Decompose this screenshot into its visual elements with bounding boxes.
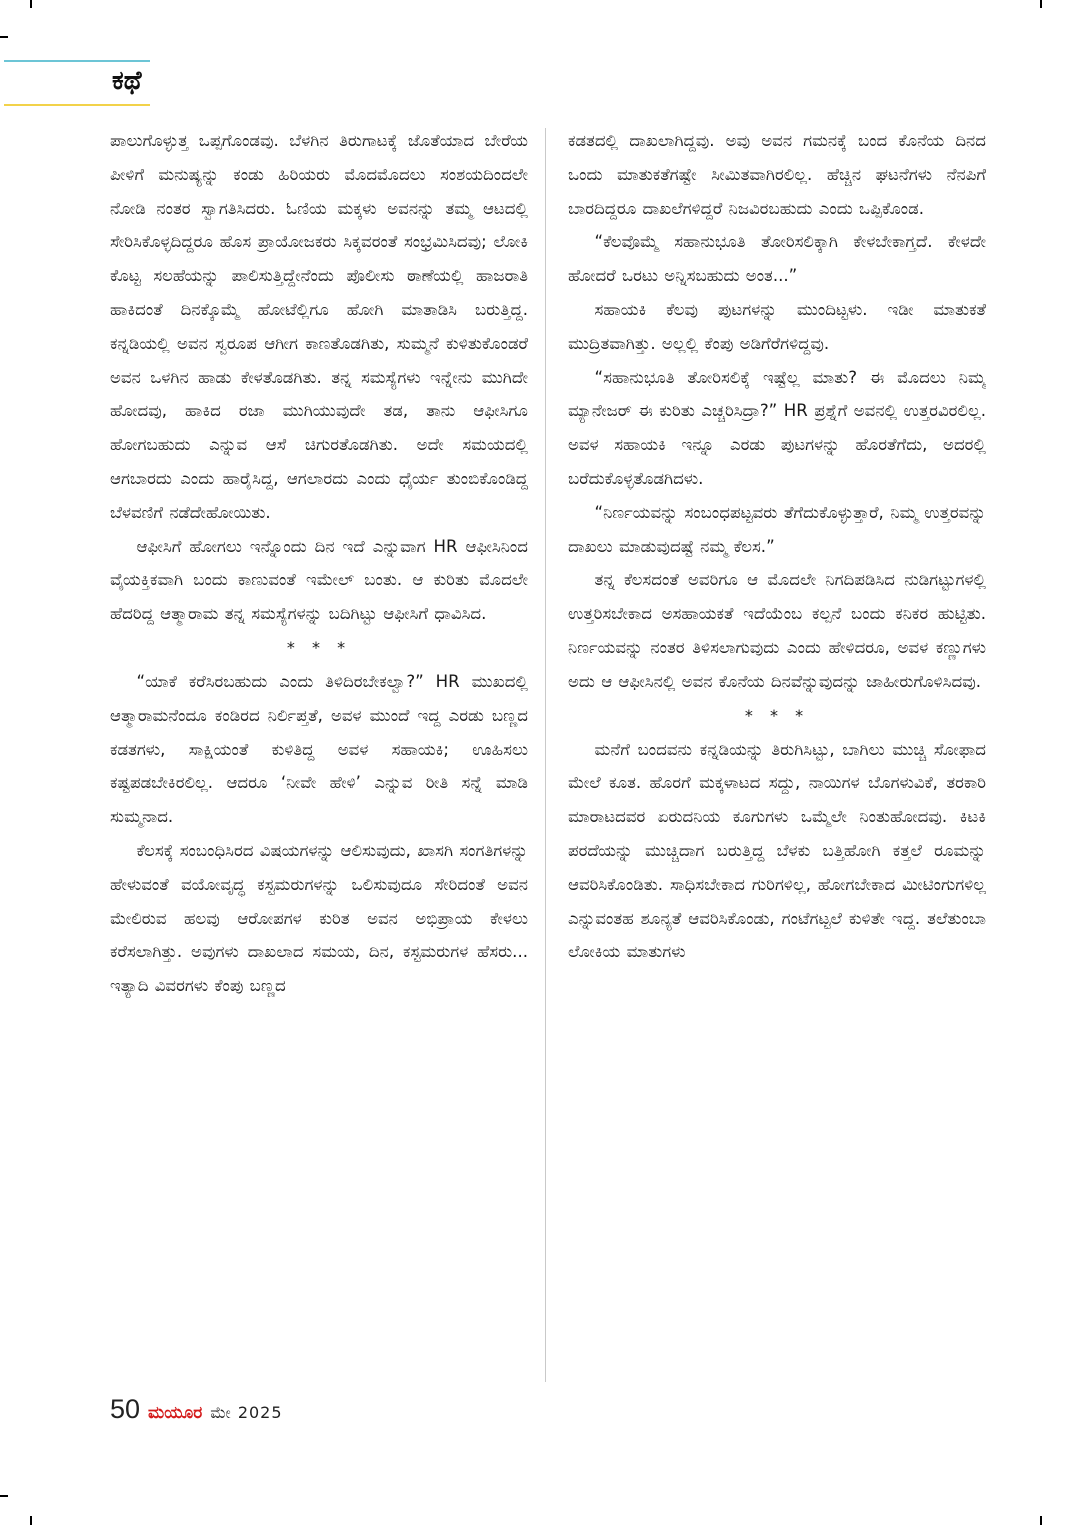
- page-number: 50: [110, 1394, 141, 1424]
- paragraph: ಕಡತದಲ್ಲಿ ದಾಖಲಾಗಿದ್ದವು. ಅವು ಅವನ ಗಮನಕ್ಕೆ ಬಂದ ಕೊನೆಯ ದಿನದ ಒಂದು ಮಾತುಕತೆಗಷ್ಟೇ ಸೀಮಿತವಾಗಿರಲಿಲ್ಲ. ಹೆಚ್ಚಿನ ಘಟನೆಗಳು ನೆನಪಿಗೆ ಬಾರದಿದ್ದರೂ ದಾಖಲೆಗಳಿದ್ದರೆ ನಿಜವಿರಬಹುದು ಎಂದು ಒಪ್ಪಿಕೊಂಡ.: [568, 131, 986, 218]
- crop-mark: [1040, 0, 1042, 8]
- section-title: ಕಥೆ: [112, 66, 142, 96]
- section-separator: * * *: [744, 705, 810, 725]
- left-column: [110, 124, 528, 1386]
- paragraph: ತನ್ನ ಕೆಲಸದಂತೆ ಅವರಿಗೂ ಆ ಮೊದಲೇ ನಿಗದಿಪಡಿಸಿದ ನುಡಿಗಟ್ಟುಗಳಲ್ಲಿ ಉತ್ತರಿಸಬೇಕಾದ ಅಸಹಾಯಕತೆ ಇದೆಯೆಂಬ ಕಲ್ಪನೆ ಬಂದು ಕನಿಕರ ಹುಟ್ಟಿತು. ನಿರ್ಣಯವನ್ನು ನಂತರ ತಿಳಿಸಲಾಗುವುದು ಎಂದು ಹೇಳಿದರೂ, ಅವಳ ಕಣ್ಣುಗಳು ಅದು ಆ ಆಫೀಸಿನಲ್ಲಿ ಅವನ ಕೊನೆಯ ದಿನವೆನ್ನುವುದನ್ನು ಜಾಹೀರುಗೊಳಿಸಿದವು.: [568, 570, 986, 691]
- paragraph: “ಕೆಲವೊಮ್ಮೆ ಸಹಾನುಭೂತಿ ತೋರಿಸಲಿಕ್ಕಾಗಿ ಕೇಳಬೇಕಾಗ್ತದೆ. ಕೇಳದೇ ಹೋದರೆ ಒರಟು ಅನ್ನಿಸಬಹುದು ಅಂತ...”: [568, 232, 986, 286]
- magazine-name: ಮಯೂರ: [148, 1403, 203, 1423]
- paragraph: “ಸಹಾನುಭೂತಿ ತೋರಿಸಲಿಕ್ಕೆ ಇಷ್ಟೆಲ್ಲ ಮಾತು? ಈ ಮೊದಲು ನಿಮ್ಮ ಮ್ಯಾನೇಜರ್ ಈ ಕುರಿತು ಎಚ್ಚರಿಸಿದ್ರಾ?” HR ಪ್ರಶ್ನೆಗೆ ಅವನಲ್ಲಿ ಉತ್ತರವಿರಲಿಲ್ಲ. ಅವಳ ಸಹಾಯಕಿ ಇನ್ನೂ ಎರಡು ಪುಟಗಳನ್ನು ಹೊರತೆಗೆದು, ಅದರಲ್ಲಿ ಬರೆದುಕೊಳ್ಳತೊಡಗಿದಳು.: [568, 367, 986, 488]
- crop-mark: [1040, 1516, 1042, 1525]
- page-footer: [110, 1394, 283, 1430]
- paragraph: ಸಹಾಯಕಿ ಕೆಲವು ಪುಟಗಳನ್ನು ಮುಂದಿಟ್ಟಳು. ಇಡೀ ಮಾತುಕತೆ ಮುದ್ರಿತವಾಗಿತ್ತು. ಅಲ್ಲಲ್ಲಿ ಕೆಂಪು ಅಡಿಗೆರೆಗಳಿದ್ದವು.: [568, 299, 986, 353]
- column-divider: [545, 128, 546, 1382]
- paragraph: ಮನೆಗೆ ಬಂದವನು ಕನ್ನಡಿಯನ್ನು ತಿರುಗಿಸಿಟ್ಟು, ಬಾಗಿಲು ಮುಚ್ಚಿ ಸೋಫಾದ ಮೇಲೆ ಕೂತ. ಹೊರಗೆ ಮಕ್ಕಳಾಟದ ಸದ್ದು, ನಾಯಿಗಳ ಬೊಗಳುವಿಕೆ, ತರಕಾರಿ ಮಾರಾಟದವರ ಏರುದನಿಯ ಕೂಗುಗಳು ಒಮ್ಮೆಲೇ ನಿಂತುಹೋದವು. ಕಿಟಕಿ ಪರದೆಯನ್ನು ಮುಚ್ಚಿದಾಗ ಬರುತ್ತಿದ್ದ ಬೆಳಕು ಬತ್ತಿಹೋಗಿ ಕತ್ತಲೆ ರೂಮನ್ನು ಆವರಿಸಿಕೊಂಡಿತು. ಸಾಧಿಸಬೇಕಾದ ಗುರಿಗಳಿಲ್ಲ, ಹೋಗಬೇಕಾದ ಮೀಟಿಂಗುಗಳಿಲ್ಲ ಎನ್ನುವಂತಹ ಶೂನ್ಯತೆ ಆವರಿಸಿಕೊಂಡು, ಗಂಟೆಗಟ್ಟಲೆ ಕುಳಿತೇ ಇದ್ದ. ತಲೆತುಂಬಾ ಲೋಕಿಯ ಮಾತುಗಳು: [568, 739, 986, 962]
- paragraph: ಪಾಲುಗೊಳ್ಳುತ್ತ ಒಪ್ಪಗೊಂಡವು. ಬೆಳಗಿನ ತಿರುಗಾಟಕ್ಕೆ ಜೊತೆಯಾದ ಬೇರೆಯ ಪೀಳಿಗೆ ಮನುಷ್ಯನ್ನು ಕಂಡು ಹಿರಿಯರು ಮೊದಮೊದಲು ಸಂಶಯದಿಂದಲೇ ನೋಡಿ ನಂತರ ಸ್ವಾಗತಿಸಿದರು. ಓಣಿಯ ಮಕ್ಕಳು ಅವನನ್ನು ತಮ್ಮ ಆಟದಲ್ಲಿ ಸೇರಿಸಿಕೊಳ್ಳದಿದ್ದರೂ ಹೊಸ ಪ್ರಾಯೋಜಕರು ಸಿಕ್ಕವರಂತೆ ಸಂಭ್ರಮಿಸಿದವು; ಲೋಕಿ ಕೊಟ್ಟ ಸಲಹೆಯನ್ನು ಪಾಲಿಸುತ್ತಿದ್ದೇನೆಂದು ಪೊಲೀಸು ಠಾಣೆಯಲ್ಲಿ ಹಾಜರಾತಿ ಹಾಕಿದಂತೆ ದಿನಕ್ಕೊಮ್ಮೆ ಹೋಟೆಲ್ಲಿಗೂ ಹೋಗಿ ಮಾತಾಡಿಸಿ ಬರುತ್ತಿದ್ದ. ಕನ್ನಡಿಯಲ್ಲಿ ಅವನ ಸ್ವರೂಪ ಆಗೀಗ ಕಾಣತೊಡಗಿತು, ಸುಮ್ಮನೆ ಕುಳಿತುಕೊಂಡರೆ ಅವನ ಒಳಗಿನ ಹಾಡು ಕೇಳತೊಡಗಿತು. ತನ್ನ ಸಮಸ್ಯೆಗಳು ಇನ್ನೇನು ಮುಗಿದೇ ಹೋದವು, ಹಾಕಿದ ರಜಾ ಮುಗಿಯುವುದೇ ತಡ, ತಾನು ಆಫೀಸಿಗೂ ಹೋಗಬಹುದು ಎನ್ನುವ ಆಸೆ ಚಿಗುರತೊಡಗಿತು. ಅದೇ ಸಮಯದಲ್ಲಿ ಆಗಬಾರದು ಎಂದು ಹಾರೈಸಿದ್ದ, ಆಗಲಾರದು ಎಂದು ಧೈರ್ಯ ತುಂಬಿಕೊಂಡಿದ್ದ ಬೆಳವಣಿಗೆ ನಡೆದೇಹೋಯಿತು.: [110, 131, 528, 522]
- crop-mark: [0, 36, 8, 38]
- paragraph: “ಯಾಕೆ ಕರೆಸಿರಬಹುದು ಎಂದು ತಿಳಿದಿರಬೇಕಲ್ವಾ?” HR ಮುಖದಲ್ಲಿ ಆತ್ಮಾರಾಮನೆಂದೂ ಕಂಡಿರದ ನಿರ್ಲಿಪ್ತತೆ, ಅವಳ ಮುಂದೆ ಇದ್ದ ಎರಡು ಬಣ್ಣದ ಕಡತಗಳು, ಸಾಕ್ಷಿಯಂತೆ ಕುಳಿತಿದ್ದ ಅವಳ ಸಹಾಯಕಿ; ಊಹಿಸಲು ಕಷ್ಟಪಡಬೇಕಿರಲಿಲ್ಲ. ಆದರೂ ‘ನೀವೇ ಹೇಳಿ’ ಎನ್ನುವ ರೀತಿ ಸನ್ನೆ ಮಾಡಿ ಸುಮ್ಮನಾದ.: [110, 671, 528, 827]
- right-column: [568, 124, 986, 1386]
- issue-date: ಮೇ 2025: [210, 1403, 283, 1422]
- crop-mark: [0, 1495, 8, 1497]
- section-rule-bottom: [4, 104, 150, 106]
- paragraph: ಆಫೀಸಿಗೆ ಹೋಗಲು ಇನ್ನೊಂದು ದಿನ ಇದೆ ಎನ್ನುವಾಗ HR ಆಫೀಸಿನಿಂದ ವೈಯಕ್ತಿಕವಾಗಿ ಬಂದು ಕಾಣುವಂತೆ ಇಮೇಲ್ ಬಂತು. ಆ ಕುರಿತು ಮೊದಲೇ ಹೆದರಿದ್ದ ಆತ್ಮಾರಾಮ ತನ್ನ ಸಮಸ್ಯೆಗಳನ್ನು ಬದಿಗಿಟ್ಟು ಆಫೀಸಿಗೆ ಧಾವಿಸಿದ.: [110, 536, 528, 624]
- section-rule-top: [4, 60, 150, 62]
- paragraph: “ನಿರ್ಣಯವನ್ನು ಸಂಬಂಧಪಟ್ಟವರು ತೆಗೆದುಕೊಳ್ಳುತ್ತಾರೆ, ನಿಮ್ಮ ಉತ್ತರವನ್ನು ದಾಖಲು ಮಾಡುವುದಷ್ಟೆ ನಮ್ಮ ಕೆಲಸ.”: [568, 502, 986, 556]
- crop-mark: [30, 0, 32, 8]
- paragraph: ಕೆಲಸಕ್ಕೆ ಸಂಬಂಧಿಸಿರದ ವಿಷಯಗಳನ್ನು ಆಲಿಸುವುದು, ಖಾಸಗಿ ಸಂಗತಿಗಳನ್ನು ಹೇಳುವಂತೆ ವಯೋವೃದ್ಧ ಕಸ್ಟಮರುಗಳನ್ನು ಒಲಿಸುವುದೂ ಸೇರಿದಂತೆ ಅವನ ಮೇಲಿರುವ ಹಲವು ಆರೋಪಗಳ ಕುರಿತ ಅವನ ಅಭಿಪ್ರಾಯ ಕೇಳಲು ಕರೆಸಲಾಗಿತ್ತು. ಅವುಗಳು ದಾಖಲಾದ ಸಮಯ, ದಿನ, ಕಸ್ಟಮರುಗಳ ಹೆಸರು... ಇತ್ಯಾದಿ ವಿವರಗಳು ಕೆಂಪು ಬಣ್ಣದ: [110, 840, 528, 996]
- crop-mark: [30, 1516, 32, 1525]
- section-separator: * * *: [286, 637, 352, 657]
